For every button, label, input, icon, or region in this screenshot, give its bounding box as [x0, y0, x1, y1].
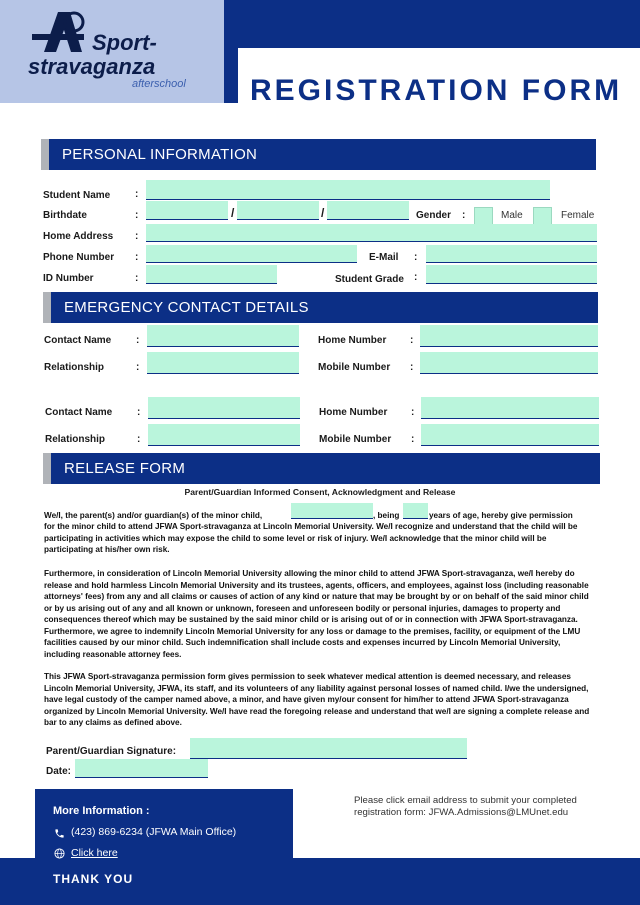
colon: : [462, 210, 466, 221]
mobile-number-label-1: Mobile Number [318, 362, 391, 373]
logo-line-2: stravaganza [28, 54, 156, 79]
colon: : [135, 273, 139, 284]
email-label: E-Mail [369, 252, 399, 263]
section-title: PERSONAL INFORMATION [62, 146, 258, 163]
relationship-label-1: Relationship [44, 362, 105, 373]
gender-label: Gender [416, 210, 452, 221]
student-name-field[interactable] [146, 180, 550, 200]
colon: : [136, 362, 140, 373]
phone-number-field[interactable] [146, 245, 357, 263]
section-emergency-contact [43, 292, 598, 323]
id-number-label: ID Number [43, 273, 94, 284]
email-note-line-2[interactable]: registration form: JFWA.Admissions@LMUnet.edu [354, 807, 569, 818]
release-paragraph-3: This JFWA Sport-stravaganza permission form gives permission to seek whatever medical attention is deemed necessary, and releases Lincoln Memorial University, JFWA, its staff, and its volunteers of any liability against personal losses of named child. I/we the undersigned, have legal custody of the camper named above, a minor, and have given my/our consent for him/her to attend JFWA Sport-stravaganza organized by Lincoln Memorial University. We/I have read the foregoing release and understand that we/I are signing a complete release and bar to any claims as defined above. [44, 672, 590, 727]
id-number-field[interactable] [146, 265, 277, 284]
release-p1-start: We/I, the parent(s) and/or guardian(s) of the minor child, [44, 511, 263, 520]
gender-female-label: Female [561, 210, 595, 221]
relationship-field-2[interactable] [148, 424, 300, 446]
contact-name-label-1: Contact Name [44, 335, 112, 346]
date-field[interactable] [75, 759, 208, 778]
colon: : [410, 335, 414, 346]
home-number-field-2[interactable] [421, 397, 599, 419]
colon: : [137, 434, 141, 445]
signature-label: Parent/Guardian Signature: [46, 746, 177, 757]
student-name-label: Student Name [43, 190, 111, 201]
contact-name-field-1[interactable] [147, 325, 299, 347]
colon: : [136, 335, 140, 346]
section-title: EMERGENCY CONTACT DETAILS [64, 299, 309, 316]
logo-line-3: afterschool [132, 78, 186, 90]
email-note-line-1: Please click email address to submit your completed [354, 795, 577, 806]
birthdate-year-field[interactable] [327, 201, 409, 220]
logo [0, 0, 224, 103]
home-address-field[interactable] [146, 224, 597, 242]
logo-mark-icon [26, 6, 96, 56]
colon: : [135, 231, 139, 242]
colon: : [135, 252, 139, 263]
date-separator: / [321, 206, 325, 220]
colon: : [410, 362, 414, 373]
mobile-number-label-2: Mobile Number [319, 434, 392, 445]
thank-you-text: THANK YOU [53, 872, 134, 886]
colon: : [411, 407, 415, 418]
email-field[interactable] [426, 245, 597, 263]
release-paragraph-1: for the minor child to attend JFWA Sport-stravaganza at Lincoln Memorial University. We/I recognize and understand that the child will be participating in activities which may expose the child to some level or risk of injury. We/I acknowledge that the minor child will be participating at his/her own risk. [44, 522, 578, 554]
signature-field[interactable] [190, 738, 467, 759]
page-title: REGISTRATION FORM [250, 74, 623, 107]
home-number-label-2: Home Number [319, 407, 388, 418]
colon: : [135, 189, 139, 200]
phone-number-label: Phone Number [43, 252, 115, 263]
colon: : [414, 252, 418, 263]
click-here-link[interactable]: Click here [71, 847, 118, 859]
header-bar [224, 0, 640, 48]
mobile-number-field-1[interactable] [420, 352, 598, 374]
release-heading: Parent/Guardian Informed Consent, Acknowledgment and Release [184, 487, 456, 497]
student-grade-label: Student Grade [335, 274, 404, 285]
child-age-field[interactable] [403, 503, 428, 519]
contact-name-field-2[interactable] [148, 397, 300, 419]
release-p1-end: years of age, hereby give permission [429, 511, 573, 520]
colon: : [414, 272, 418, 283]
child-name-field[interactable] [291, 503, 373, 519]
section-title: RELEASE FORM [64, 460, 186, 477]
student-grade-field[interactable] [426, 265, 597, 284]
more-info-title: More Information : [53, 805, 150, 817]
colon: : [137, 407, 141, 418]
header-notch [224, 48, 238, 103]
footer-phone: (423) 869-6234 (JFWA Main Office) [71, 826, 237, 838]
birthdate-label: Birthdate [43, 210, 87, 221]
home-number-label-1: Home Number [318, 335, 387, 346]
colon: : [135, 210, 139, 221]
section-release-form [43, 453, 600, 484]
gender-male-label: Male [501, 210, 523, 221]
colon: : [411, 434, 415, 445]
relationship-label-2: Relationship [45, 434, 106, 445]
date-label: Date: [46, 766, 72, 777]
relationship-field-1[interactable] [147, 352, 299, 374]
home-number-field-1[interactable] [420, 325, 598, 347]
birthdate-day-field[interactable] [237, 201, 319, 220]
home-address-label: Home Address [43, 231, 114, 242]
logo-line-1: Sport- [92, 30, 157, 55]
mobile-number-field-2[interactable] [421, 424, 599, 446]
globe-icon [54, 848, 65, 859]
birthdate-month-field[interactable] [146, 201, 228, 220]
release-p1-being: , being [373, 511, 400, 520]
release-paragraph-2: Furthermore, in consideration of Lincoln Memorial University allowing the minor child to attend JFWA Sport-stravaganza, we/I hereby do release and hold harmless Lincoln Memorial University and its trustees, agents, officers, and employees, against loss (including reasonable attorneys' fees) from any and all claims or causes of action of any kind or nature that may be brought by or on behalf of the said minor child or by us arising out of any and all known or unknown, foreseen and unforeseen bodily or personal injuries, damages to property and consequences thereof which may be sustained by the said minor child or is arising out of or in connection with JFWA Sport-stravaganza. Furthermore, we agree to indemnify Lincoln Memorial University for any loss or damage to the premises, facility, or equipment of the LMU facilities caused by our minor child. Such indemnification shall include costs and expenses incurred by Lincoln Memorial University, including reasonable attorney fees. [44, 569, 589, 659]
contact-name-label-2: Contact Name [45, 407, 113, 418]
phone-icon [54, 828, 65, 839]
section-personal-information [41, 139, 596, 170]
date-separator: / [231, 206, 235, 220]
